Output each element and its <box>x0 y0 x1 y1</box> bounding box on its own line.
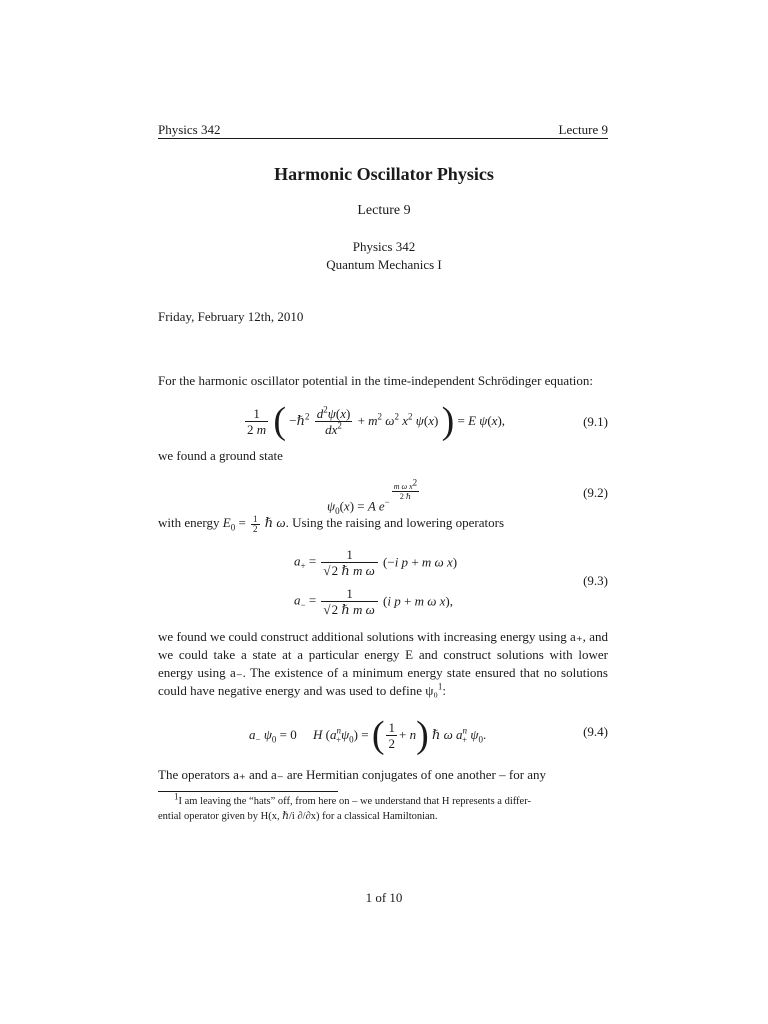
paragraph-intro: For the harmonic oscillator potential in the time-independent Schrödinger equation: <box>158 373 594 388</box>
header-rule <box>158 138 608 139</box>
equation-number-9-1: (9.1) <box>583 414 608 429</box>
lecture-subtitle: Lecture 9 <box>357 203 411 218</box>
footnote-text-b: ential operator given by H(x, ℏ/i ∂/∂x) for a classical Hamiltonian. <box>158 811 438 822</box>
course-name: Quantum Mechanics I <box>326 257 442 272</box>
lecture-date: Friday, February 12th, 2010 <box>158 309 304 324</box>
paragraph-operators-end: : <box>442 683 447 698</box>
footnote-rule <box>158 791 338 792</box>
paragraph-operators-text: we found we could construct additional solutions with increasing energy using a₊, and we could take a state at a particular energy E and construct solutions with lower energy using a₋. The existence of a minimum energy state ensured that no solutions could have negative energy and was used to define ψ₀ <box>158 629 608 698</box>
header-course: Physics 342 <box>158 122 221 137</box>
equation-9-2: $\psi_0(x) = A$ $e^{- \frac{m \omega x^2}{\text{2 ℏ}}}$ <box>327 477 418 516</box>
equation-9-1: $\frac{1}{2 m}$ ( −ℏ$^2$ $\frac{d^2\psi(x)}{dx^2}$ + $m^2$ $\omega^2$ $x^2$ ψ(x) ) = E ψ(x), <box>247 400 506 442</box>
paragraph-hermitian: The operators a₊ and a₋ are Hermitian conjugates of one another – for any <box>158 767 547 782</box>
page-number: 1 of 10 <box>365 890 403 905</box>
equation-9-3-lowering: $a_-$ = $\frac{1}{\text{√2 ℏ m ω}}$ (i p + m ω x), <box>294 586 454 617</box>
page-title: Harmonic Oscillator Physics <box>274 164 494 184</box>
footnote-text-a: I am leaving the “hats” off, from here on – we understand that H represents a differ- <box>178 796 531 807</box>
paragraph-energy: with energy $E_0$ = $\frac{1}{2}$ ℏ ω. Using the raising and lowering operators <box>158 513 505 534</box>
paragraph-energy-text-a: with energy <box>158 515 223 530</box>
course-code: Physics 342 <box>352 239 416 254</box>
equation-number-9-4: (9.4) <box>583 724 608 739</box>
equation-number-9-2: (9.2) <box>583 485 608 500</box>
equation-number-9-3: (9.3) <box>583 573 608 588</box>
footnote-ref: 1 <box>437 681 443 692</box>
paragraph-ground-state: we found a ground state <box>158 448 283 463</box>
footnote <box>158 791 608 824</box>
equation-9-4: $a_-$ $\psi_0 = 0$ H $(a^n_+\psi_0)$ = ( $\frac{1}{2}$ + n) ℏ ω $a^n_+$ $\psi_0$. <box>249 714 487 756</box>
header-lecture: Lecture 9 <box>558 122 608 137</box>
equation-9-3-raising: $a_+$ = $\frac{1}{\text{√2 ℏ m ω}}$ (−i p + m ω x) <box>294 547 458 578</box>
paragraph-operators <box>158 628 608 700</box>
paragraph-energy-text-b: . Using the raising and lowering operators <box>285 515 505 530</box>
footnote-mark: 1 <box>174 791 179 802</box>
